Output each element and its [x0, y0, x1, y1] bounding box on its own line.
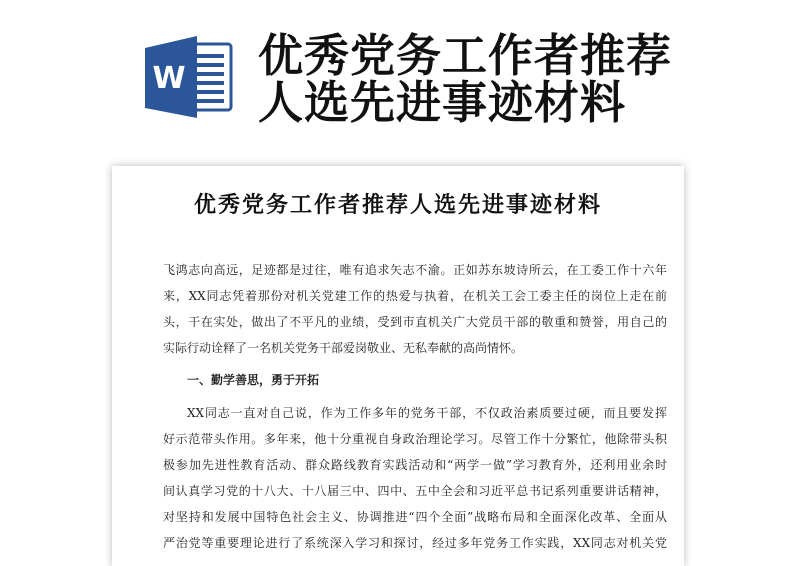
paragraph-line: 严治党等重要理论进行了系统深入学习和探讨，经过多年党务工作实践，XX同志对机关党	[163, 536, 667, 550]
svg-text:W: W	[152, 61, 186, 96]
paragraph-line: 间认真学习党的十八大、十八届三中、四中、五中全会和习近平总书记系列重要讲话精神，	[163, 484, 667, 498]
document-page	[112, 166, 684, 566]
page-title	[258, 29, 673, 129]
section-heading: 一、勤学善思，勇于开拓	[187, 373, 320, 387]
word-document-icon	[143, 34, 233, 118]
paragraph-line: 来，XX同志凭着那份对机关党建工作的热爱与执着，在机关工会工委主任的岗位上走在前	[163, 289, 667, 303]
paragraph-line: 飞鸿志向高远，足迹都是过往，唯有追求矢志不渝。正如苏东坡诗所云，在工委工作十六年	[163, 263, 667, 277]
paragraph-line: XX同志一直对自己说，作为工作多年的党务干部，不仅政治素质要过硬，而且要发挥	[187, 406, 667, 420]
title-line: 人选先进事迹材料	[258, 76, 627, 129]
title-line: 优秀党务工作者推荐	[258, 29, 673, 82]
paragraph-line: 好示范带头作用。多年来，他十分重视自身政治理论学习。尽管工作十分繁忙，他除带头积	[163, 432, 667, 446]
document-title: 优秀党务工作者推荐人选先进事迹材料	[193, 192, 602, 218]
paragraph-line: 对坚持和发展中国特色社会主义、协调推进“四个全面”战略布局和全面深化改革、全面从	[163, 510, 667, 524]
paragraph-line: 头，干在实处，做出了不平凡的业绩，受到市直机关广大党员干部的敬重和赞誉，用自己的	[163, 315, 667, 329]
paragraph-line: 实际行动诠释了一名机关党务干部爱岗敬业、无私奉献的高尚情怀。	[163, 341, 524, 355]
paragraph-line: 极参加先进性教育活动、群众路线教育实践活动和“两学一做”学习教育外，还利用业余时	[163, 458, 667, 472]
